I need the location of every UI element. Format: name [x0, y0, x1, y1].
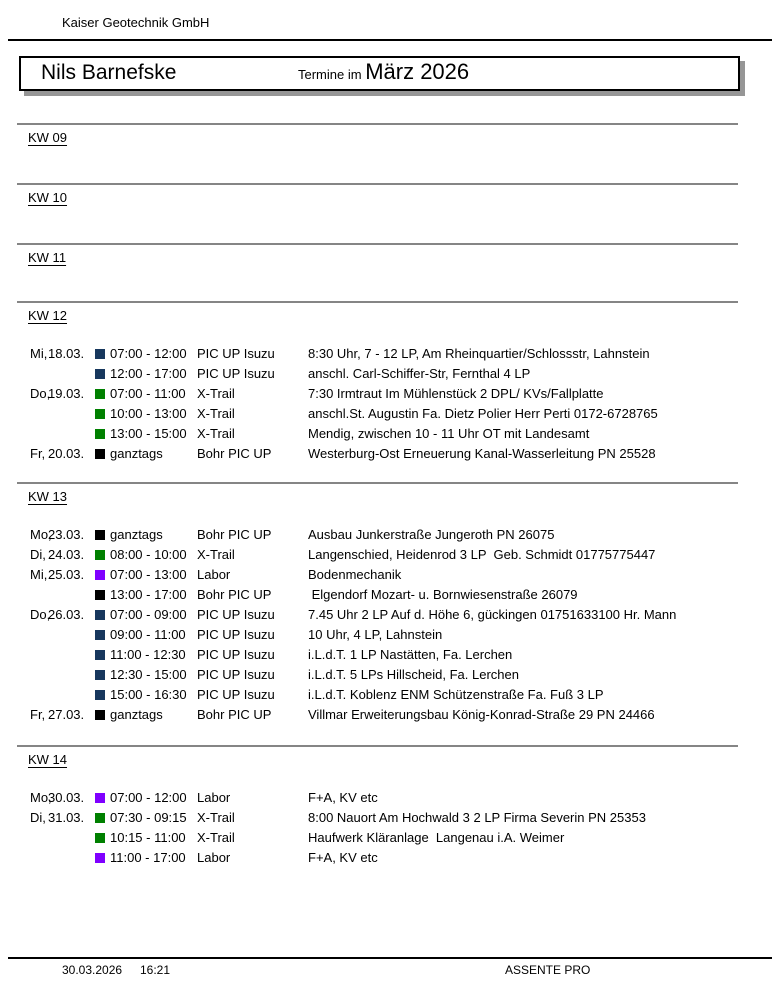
company-name: Kaiser Geotechnik GmbH — [62, 15, 210, 30]
person-name: Nils Barnefske — [41, 61, 177, 84]
appointment-date: 19.03. — [48, 386, 85, 401]
category-color-square — [95, 389, 105, 399]
appointment-row — [0, 364, 780, 384]
day-abbreviation: Mo, — [30, 527, 52, 542]
week-label: KW 09 — [28, 130, 68, 145]
appointment-date: 30.03. — [48, 790, 85, 805]
resource-name: Bohr PIC UP — [197, 446, 272, 461]
time-range: 10:15 - 11:00 — [110, 830, 186, 845]
appointment-rows — [0, 525, 780, 725]
day-abbreviation: Di, — [30, 810, 46, 825]
time-range: 07:00 - 13:00 — [110, 567, 187, 582]
appointment-date: 24.03. — [48, 547, 85, 562]
appointment-description: Elgendorf Mozart- u. Bornwiesenstraße 26079 — [308, 587, 578, 602]
time-range: 08:00 - 10:00 — [110, 547, 187, 562]
time-range: ganztags — [110, 707, 163, 722]
week-section — [0, 301, 780, 464]
appointment-description: Villmar Erweiterungsbau König-Konrad-Straße 29 PN 24466 — [308, 707, 655, 722]
section-rule — [17, 183, 738, 185]
appointment-row — [0, 685, 780, 705]
appointment-row — [0, 404, 780, 424]
appointment-row — [0, 828, 780, 848]
title-month: März 2026 — [365, 59, 470, 84]
footer-app-name: ASSENTE PRO — [505, 963, 591, 977]
time-range: 12:30 - 15:00 — [110, 667, 187, 682]
appointment-description: 8:30 Uhr, 7 - 12 LP, Am Rheinquartier/Schlossstr, Lahnstein — [308, 346, 650, 361]
footer-rule — [8, 957, 772, 959]
category-color-square — [95, 710, 105, 720]
category-color-square — [95, 530, 105, 540]
week-label: KW 12 — [28, 308, 68, 323]
time-range: 07:00 - 09:00 — [110, 607, 187, 622]
title-box — [19, 56, 740, 91]
appointment-rows — [0, 344, 780, 464]
appointment-date: 23.03. — [48, 527, 85, 542]
time-range: 07:00 - 12:00 — [110, 790, 187, 805]
appointment-row — [0, 665, 780, 685]
time-range: 10:00 - 13:00 — [110, 406, 187, 421]
category-color-square — [95, 670, 105, 680]
category-color-square — [95, 349, 105, 359]
week-label: KW 13 — [28, 489, 68, 504]
category-color-square — [95, 409, 105, 419]
day-abbreviation: Fr, — [30, 446, 46, 461]
resource-name: X-Trail — [197, 547, 235, 562]
resource-name: Bohr PIC UP — [197, 587, 272, 602]
time-range: 12:00 - 17:00 — [110, 366, 187, 381]
appointment-date: 25.03. — [48, 567, 85, 582]
category-color-square — [95, 369, 105, 379]
category-color-square — [95, 590, 105, 600]
appointment-row — [0, 645, 780, 665]
appointment-description: Langenschied, Heidenrod 3 LP Geb. Schmidt 01775775447 — [308, 547, 656, 562]
section-rule — [17, 301, 738, 303]
category-color-square — [95, 853, 105, 863]
appointment-row — [0, 625, 780, 645]
appointment-description: Westerburg-Ost Erneuerung Kanal-Wasserleitung PN 25528 — [308, 446, 656, 461]
day-abbreviation: Di, — [30, 547, 46, 562]
appointment-description: i.L.d.T. Koblenz ENM Schützenstraße Fa. Fuß 3 LP — [308, 687, 604, 702]
day-abbreviation: Do, — [30, 386, 51, 401]
appointment-description: Bodenmechanik — [308, 567, 402, 582]
resource-name: Labor — [197, 850, 231, 865]
header-rule — [8, 39, 772, 41]
category-color-square — [95, 650, 105, 660]
appointment-row — [0, 848, 780, 868]
time-range: 15:00 - 16:30 — [110, 687, 187, 702]
time-range: ganztags — [110, 527, 163, 542]
appointment-row — [0, 808, 780, 828]
appointment-row — [0, 545, 780, 565]
appointment-date: 26.03. — [48, 607, 85, 622]
category-color-square — [95, 793, 105, 803]
appointment-description: F+A, KV etc — [308, 850, 378, 865]
appointment-rows — [0, 788, 780, 868]
category-color-square — [95, 429, 105, 439]
resource-name: PIC UP Isuzu — [197, 627, 275, 642]
week-section — [0, 745, 780, 868]
category-color-square — [95, 449, 105, 459]
week-label: KW 10 — [28, 190, 68, 205]
resource-name: Labor — [197, 790, 231, 805]
appointment-row — [0, 705, 780, 725]
time-range: 09:00 - 11:00 — [110, 627, 186, 642]
appointment-description: i.L.d.T. 1 LP Nastätten, Fa. Lerchen — [308, 647, 513, 662]
appointment-row — [0, 384, 780, 404]
appointment-description: F+A, KV etc — [308, 790, 378, 805]
appointment-row — [0, 585, 780, 605]
appointment-row — [0, 525, 780, 545]
week-section — [0, 123, 780, 166]
week-section — [0, 243, 780, 286]
time-range: 13:00 - 17:00 — [110, 587, 187, 602]
resource-name: PIC UP Isuzu — [197, 687, 275, 702]
title-prefix: Termine im — [298, 67, 366, 82]
appointment-row — [0, 344, 780, 364]
resource-name: Bohr PIC UP — [197, 707, 272, 722]
appointment-row — [0, 565, 780, 585]
day-abbreviation: Mo, — [30, 790, 52, 805]
appointment-description: 8:00 Nauort Am Hochwald 3 2 LP Firma Severin PN 25353 — [308, 810, 646, 825]
time-range: 11:00 - 17:00 — [110, 850, 186, 865]
week-section — [0, 183, 780, 226]
appointment-description: anschl.St. Augustin Fa. Dietz Polier Herr Perti 0172-6728765 — [308, 406, 658, 421]
resource-name: X-Trail — [197, 386, 235, 401]
appointment-row — [0, 788, 780, 808]
category-color-square — [95, 570, 105, 580]
week-section — [0, 482, 780, 725]
appointment-description: Ausbau Junkerstraße Jungeroth PN 26075 — [308, 527, 555, 542]
appointment-description: i.L.d.T. 5 LPs Hillscheid, Fa. Lerchen — [308, 667, 519, 682]
week-label: KW 14 — [28, 752, 68, 767]
appointment-row — [0, 424, 780, 444]
category-color-square — [95, 550, 105, 560]
day-abbreviation: Mi, — [30, 567, 48, 582]
appointment-date: 18.03. — [48, 346, 85, 361]
day-abbreviation: Mi, — [30, 346, 48, 361]
time-range: ganztags — [110, 446, 163, 461]
category-color-square — [95, 610, 105, 620]
time-range: 11:00 - 12:30 — [110, 647, 186, 662]
footer-print-date: 30.03.2026 — [62, 963, 123, 977]
resource-name: X-Trail — [197, 810, 235, 825]
section-rule — [17, 123, 738, 125]
appointment-date: 20.03. — [48, 446, 85, 461]
appointment-date: 27.03. — [48, 707, 85, 722]
appointment-row — [0, 605, 780, 625]
appointment-description: anschl. Carl-Schiffer-Str, Fernthal 4 LP — [308, 366, 531, 381]
category-color-square — [95, 833, 105, 843]
resource-name: PIC UP Isuzu — [197, 647, 275, 662]
section-rule — [17, 243, 738, 245]
appointment-date: 31.03. — [48, 810, 85, 825]
category-color-square — [95, 630, 105, 640]
appointment-description: 10 Uhr, 4 LP, Lahnstein — [308, 627, 443, 642]
time-range: 07:00 - 12:00 — [110, 346, 187, 361]
appointment-row — [0, 444, 780, 464]
footer-print-time: 16:21 — [140, 963, 171, 977]
resource-name: PIC UP Isuzu — [197, 366, 275, 381]
day-abbreviation: Do, — [30, 607, 51, 622]
resource-name: Labor — [197, 567, 231, 582]
week-label: KW 11 — [28, 250, 67, 265]
resource-name: PIC UP Isuzu — [197, 667, 275, 682]
resource-name: X-Trail — [197, 830, 235, 845]
appointment-description: 7:30 Irmtraut Im Mühlenstück 2 DPL/ KVs/Fallplatte — [308, 386, 604, 401]
time-range: 07:00 - 11:00 — [110, 386, 186, 401]
category-color-square — [95, 690, 105, 700]
resource-name: X-Trail — [197, 426, 235, 441]
resource-name: PIC UP Isuzu — [197, 346, 275, 361]
category-color-square — [95, 813, 105, 823]
resource-name: PIC UP Isuzu — [197, 607, 275, 622]
section-rule — [17, 745, 738, 747]
appointment-description: Haufwerk Kläranlage Langenau i.A. Weimer — [308, 830, 565, 845]
resource-name: Bohr PIC UP — [197, 527, 272, 542]
day-abbreviation: Fr, — [30, 707, 46, 722]
report-title — [298, 59, 469, 85]
time-range: 07:30 - 09:15 — [110, 810, 187, 825]
time-range: 13:00 - 15:00 — [110, 426, 187, 441]
appointment-description: 7.45 Uhr 2 LP Auf d. Höhe 6, gückingen 01751633100 Hr. Mann — [308, 607, 677, 622]
resource-name: X-Trail — [197, 406, 235, 421]
section-rule — [17, 482, 738, 484]
appointment-description: Mendig, zwischen 10 - 11 Uhr OT mit Landesamt — [308, 426, 590, 441]
